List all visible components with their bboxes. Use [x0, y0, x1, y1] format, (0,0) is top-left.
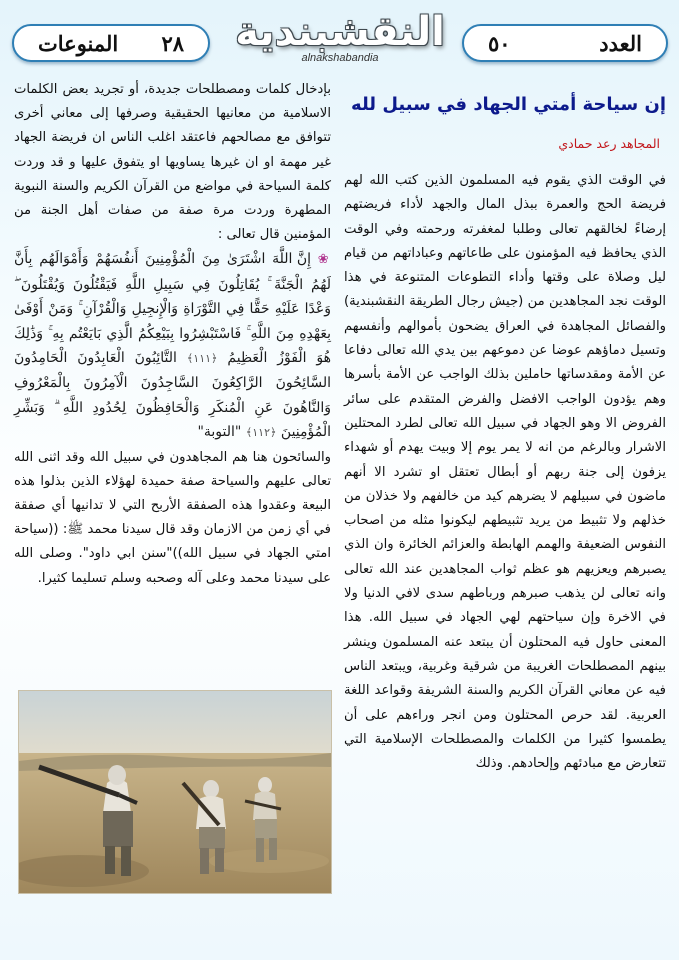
ayah-number-112: ﴿١١٢﴾ [245, 426, 277, 440]
issue-pill [462, 24, 668, 62]
page-number: ٢٨ [161, 30, 184, 56]
article-author: المجاهد رعد حمادي [558, 136, 660, 151]
issue-label: العدد [599, 30, 642, 56]
issue-number: ٥٠ [488, 30, 511, 56]
ayah-number-111-text: ١١١ [193, 352, 212, 366]
section-pill [12, 24, 210, 62]
article-photo [18, 690, 332, 894]
section-label: المنوعات [38, 30, 119, 56]
article-title: إن سياحة أمتي الجهاد في سبيل لله [351, 94, 666, 115]
magazine-logo [232, 8, 448, 78]
right-column [344, 92, 666, 776]
logo-arabic: النقشبندية [235, 9, 445, 55]
article-body-left-after: والسائحون هنا هم المجاهدون في سبيل الله وقد اثنى الله تعالى عليهم والسياحة صفة حميدة لهؤلاء الذين بذلوا هذه البيعة وعقدوا هذه الصفقة الأربح التي لا تدانيها أي صفقة في أي زمن من الازمان وقد قال سيدنا محمد ﷺ: ((سياحة امتي الجهاد في سبيل الله))"سنن ابي داود". وصلى الله على سيدنا محمد وعلى آله وصحبه وسلم تسليما كثيرا. [14, 449, 331, 586]
logo-latin: alnakshabandia [301, 52, 379, 64]
page-header [0, 0, 679, 82]
quran-source: "التوبة" [197, 424, 242, 441]
quran-verse-block [14, 247, 331, 445]
quran-verse-111: إِنَّ اللَّهَ اشْتَرَىٰ مِنَ الْمُؤْمِنِينَ أَنفُسَهُمْ وَأَمْوَالَهُم بِأَنَّ لَهُمُ الْجَنَّةَ ۚ يُقَاتِلُونَ فِي سَبِيلِ اللَّهِ فَيَقْتُلُونَ وَيُقْتَلُونَ ۖ وَعْدًا عَلَيْهِ حَقًّا فِي التَّوْرَاةِ وَالْإِنجِيلِ وَالْقُرْآنِ ۚ وَمَنْ أَوْفَىٰ بِعَهْدِهِ مِنَ اللَّهِ ۚ فَاسْتَبْشِرُوا بِبَيْعِكُمُ الَّذِي بَايَعْتُم بِهِ ۚ وَذَٰلِكَ هُوَ الْفَوْزُ الْعَظِيمُ [14, 251, 332, 367]
article-body-right: في الوقت الذي يقوم فيه المسلمون الذين كتب الله لهم فريضة الحج والعمرة ببذل المال والجهد لأداء فريضتهم إرضاءً لخالقهم تعالى وطلبا لمغفرته ورحمته وفي الوقت الذي يحافظ فيه المؤمنون على طاعاتهم وعباداتهم من قيام ليل وصلاة على وقتها وأداء التطوعات المتنوعة في هذا الوقت نجد المجاهدين من (جيش رجال الطريقة النقشبندية) والفصائل المجاهدة في العراق يضحون بأموالهم وأنفسهم وتسيل دماؤهم عوضا عن دموعهم بين يدي الله تعالى دفاعا عن الأمة ومقدساتها حاملين بذلك الواجب عن الأمة بأسرها وهم يؤدون الواجب الافضل والفرض المتقدم على سائر الفروض الا وهو الجهاد في سبيل الله تعالى لطرد المحتلين الاشرار وبالرغم من انه لا يمر يوم إلا وبيت يهدم أو شهداء يزفون إلى جنة ربهم أو أبطال تعتقل او تشرد الا أنهم ماضون في سبيلهم لا يضرهم كيد من خالفهم ولا خذلان من خذلهم ولا تثبيط من يريد تثبيطهم ليكونوا مثله من اصحاب النفوس الضعيفة والهمم الهابطة والعزائم الخائرة وان الذي يصبرهم ويعزيهم هو عظم ثواب المجاهدين عند الله تعالى وانه تعالى لن يذهب صبرهم ورباطهم سدى لافي الدنيا ولا في الاخرة وإن سياحتهم لهي الجهاد في سبيل الله. هذا المعنى حاول فيه المحتلون أن يبتعد عنه المسلمون وينشر بينهم المصطلحات الغريبة من شرقية وغربية، ويبتعد الناس فيه عن معاني القرآن الكريم والسنة الشريفة وقواعد اللغة العربية. لقد حرص المحتلون ومن انجر وراءهم على أن يطمسوا كثيرا من الكلمات والمصطلحات الإسلامية التي تتعارض مع مبادئهم وإلحادهم. وذلك [344, 173, 666, 772]
article-body-left: بإدخال كلمات ومصطلحات جديدة، أو تجريد بعض الكلمات الاسلامية من معانيها الحقيقية وصرفها إلى معاني أخرى تتوافق مع مصالحهم فاعتقد اغلب الناس ان فريضة الجهاد غير مهمة او ان غيرها يساويها او يتفوق عليها و قد وردت كلمة السياحة في مواضع من القرآن الكريم والسنة النبوية المطهرة وردت مرة صفة من صفات أهل الجنة من المؤمنين قال تعالى : [14, 82, 331, 243]
fighters-desert-image [19, 691, 331, 893]
quran-verse-112: التَّائِبُونَ الْعَابِدُونَ الْحَامِدُونَ السَّائِحُونَ الرَّاكِعُونَ السَّاجِدُونَ الْآمِرُونَ بِالْمَعْرُوفِ وَالنَّاهُونَ عَنِ الْمُنكَرِ وَالْحَافِظُونَ لِحُدُودِ اللَّهِ ۗ وَبَشِّرِ الْمُؤْمِنِينَ [14, 350, 331, 441]
left-column [14, 78, 331, 591]
ayah-number-112-text: ١١٢ [252, 426, 270, 440]
ornament-icon: ❀ [317, 252, 331, 268]
ayah-number-111: ﴿١١١﴾ [186, 352, 218, 366]
